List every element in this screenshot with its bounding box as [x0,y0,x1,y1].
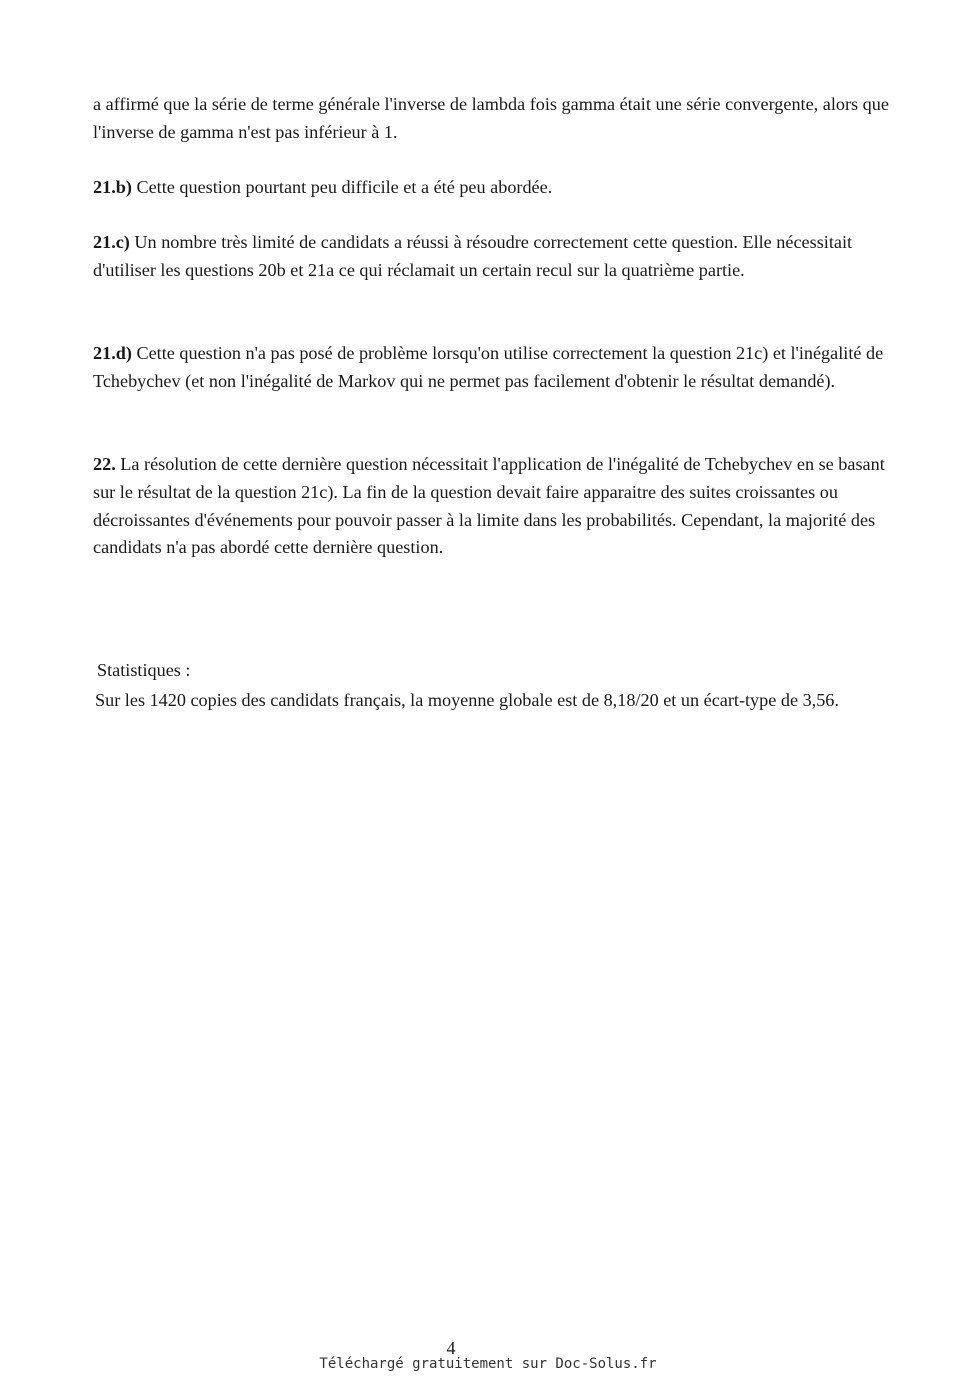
statistics-text: Sur les 1420 copies des candidats français, la moyenne globale est de 8,18/20 et un écart-type de 3,56. [95,690,839,710]
question-number: 22. [93,454,116,474]
paragraph-text: Cette question n'a pas posé de problème lorsqu'on utilise correctement la question 21c) et l'inégalité de Tchebychev (et non l'inégalité de Markov qui ne permet pas facilement d'obtenir le résultat demandé). [93,343,884,391]
paragraph-text: La résolution de cette dernière question nécessitait l'application de l'inégalité de Tchebychev en se basant sur le résultat de la question 21c). La fin de la question devait faire apparaitre des suites croissantes ou décroissantes d'événements pour pouvoir passer à la limite dans les probabilités. Cependant, la majorité des candidats n'a pas abordé cette dernière question. [93,454,885,558]
paragraph-21b [93,174,893,202]
paragraph-22 [93,451,893,562]
paragraph-text: a affirmé que la série de terme générale l'inverse de lambda fois gamma était une série convergente, alors que l'inverse de gamma n'est pas inférieur à 1. [93,94,889,142]
paragraph-21d [93,340,893,396]
page-number: 4 [446,1338,456,1358]
paragraph-text: Cette question pourtant peu difficile et a été peu abordée. [131,177,553,197]
paragraph-text: Un nombre très limité de candidats a réussi à résoudre correctement cette question. Elle nécessitait d'utiliser les questions 20b et 21a ce qui réclamait un certain recul sur la quatrième partie. [93,232,853,280]
download-footer-note: Téléchargé gratuitement sur Doc-Solus.fr [319,1356,657,1372]
paragraph-intro [93,91,893,147]
question-number: 21.c) [93,232,130,252]
question-number: 21.b) [93,177,132,197]
paragraph-21c [93,229,893,285]
question-number: 21.d) [93,343,132,363]
statistics-heading: Statistiques : [97,660,191,680]
